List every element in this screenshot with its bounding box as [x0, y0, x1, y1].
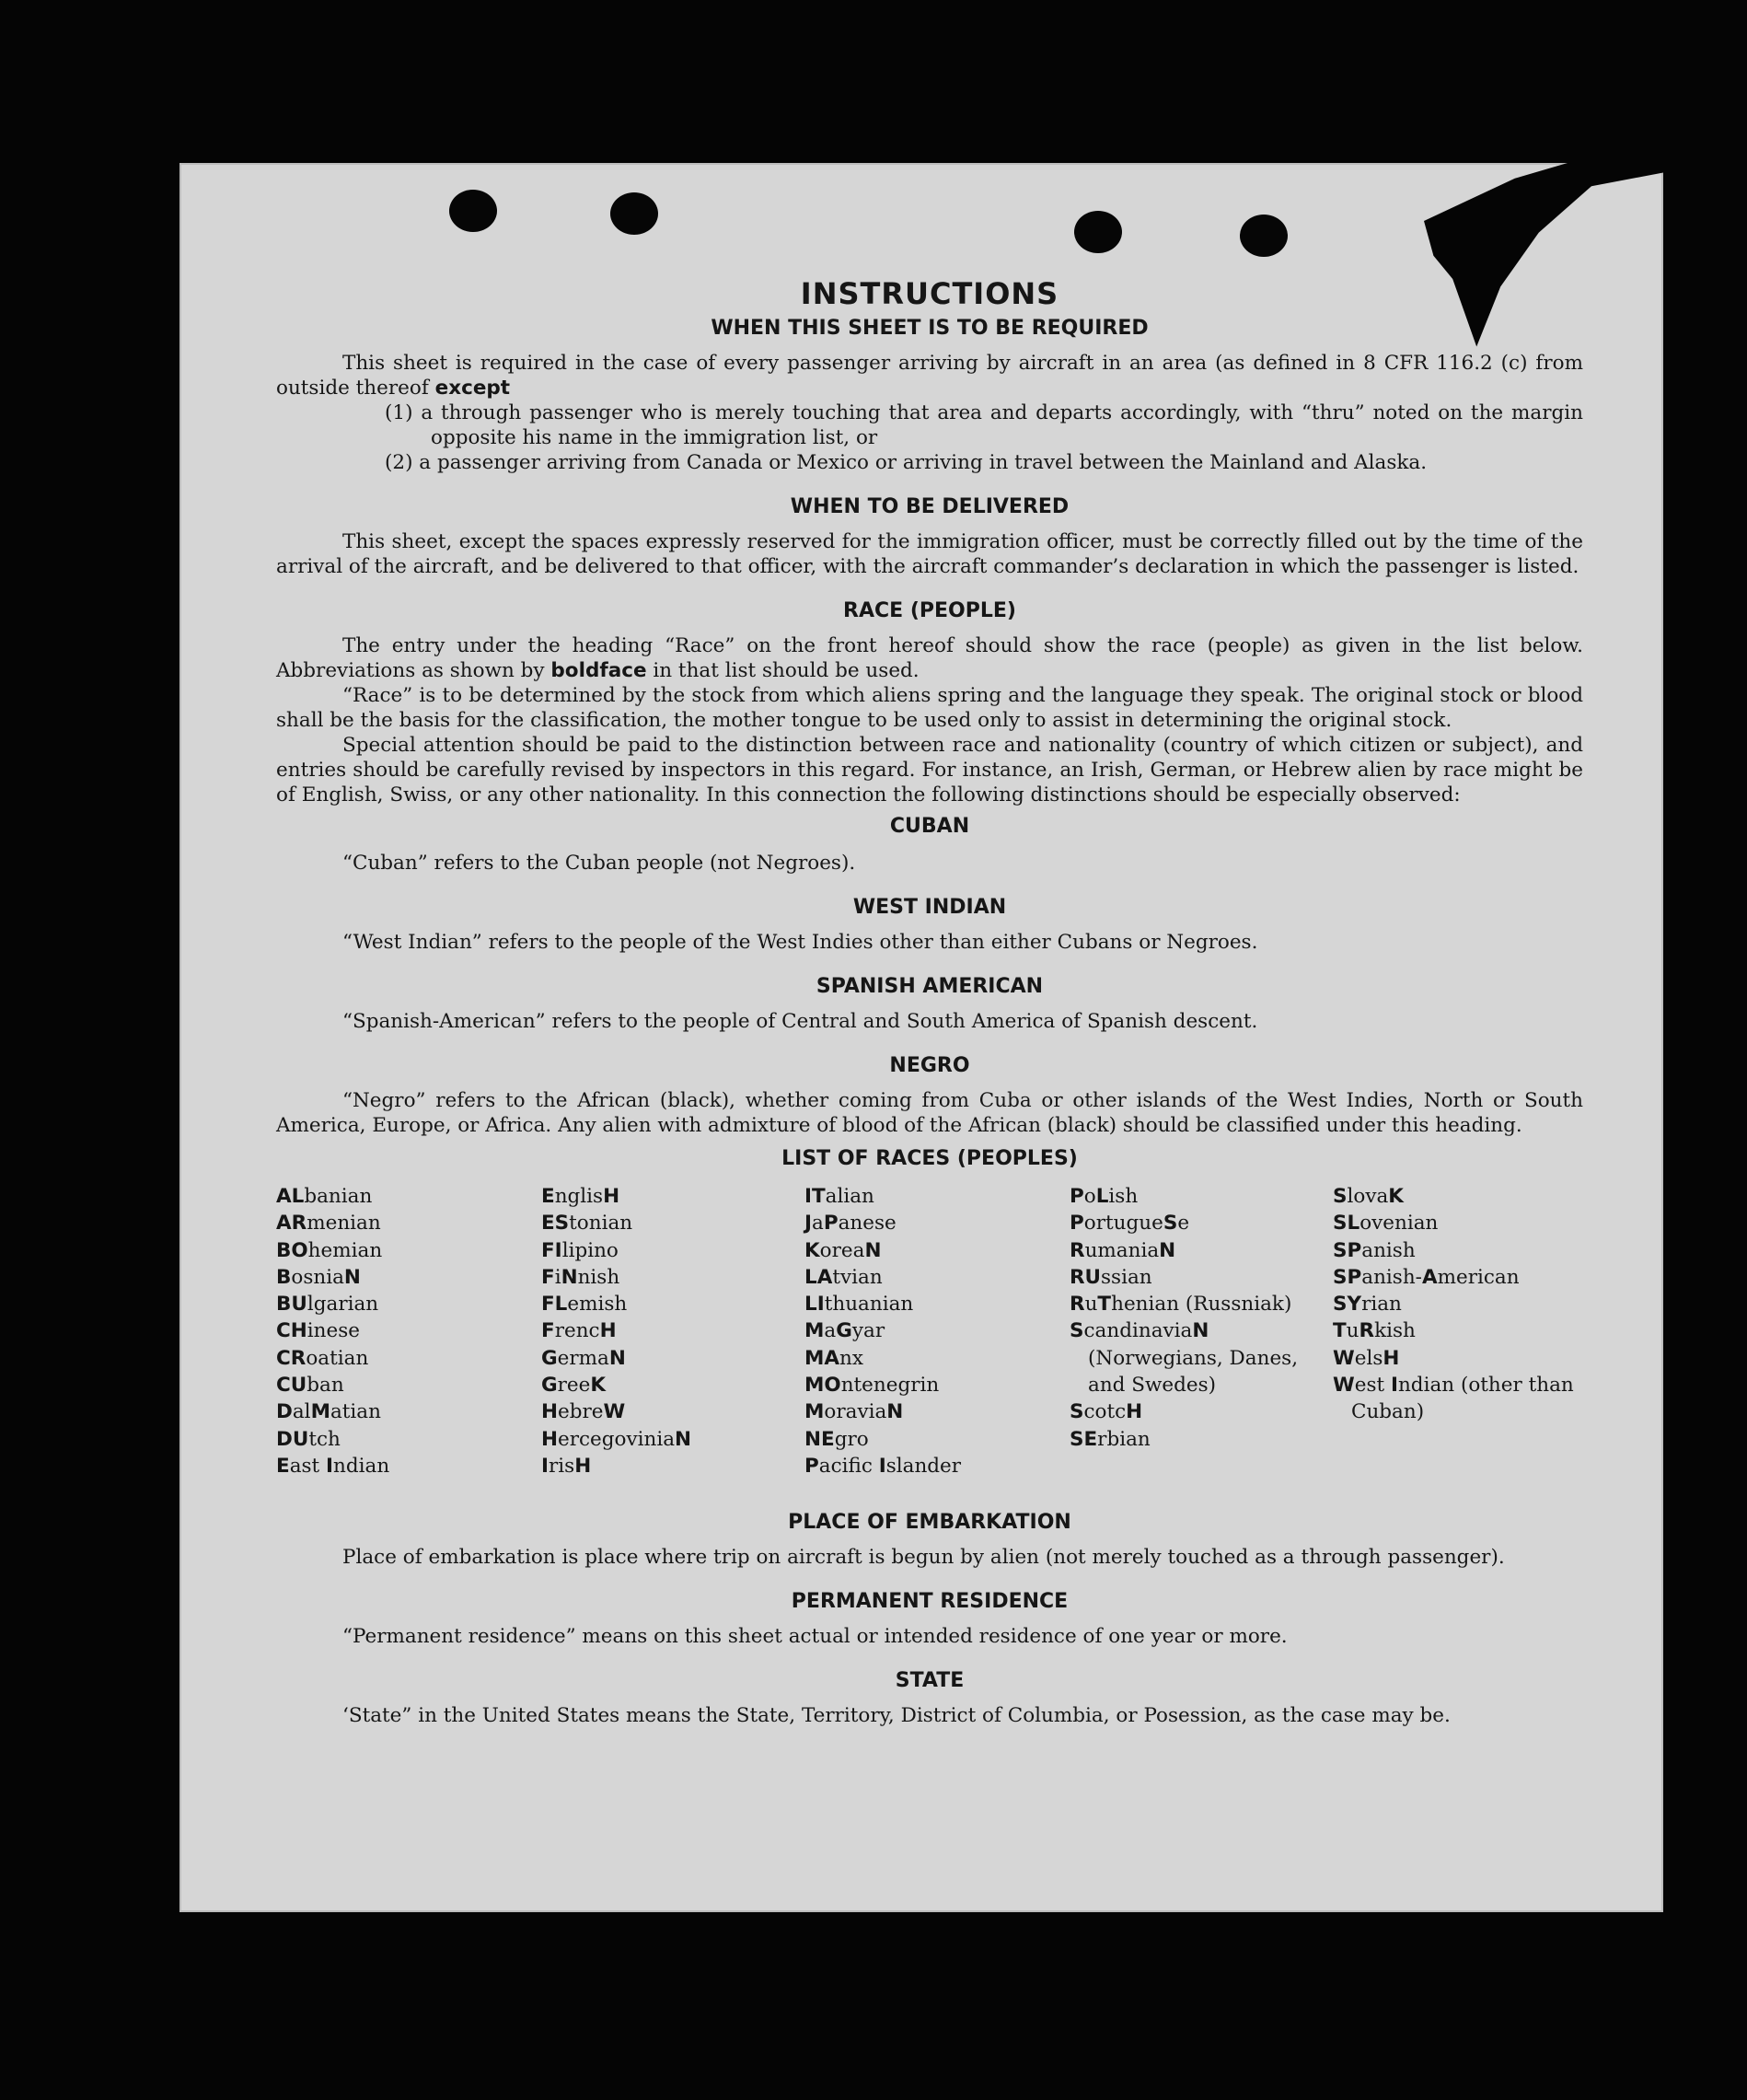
race-text-part: orea: [819, 1238, 865, 1262]
race-abbrev-part: CU: [276, 1374, 307, 1398]
page-title: INSTRUCTIONS: [800, 276, 1059, 311]
race-paragraph-1: The entry under the heading “Race” on the front hereof should show the race (people) as given in the list below. Abbreviations as shown by boldface in that list should be used.: [276, 634, 1583, 682]
race-entry: [804, 1210, 1070, 1236]
race-text-part: ovenian: [1359, 1212, 1439, 1236]
races-list: [276, 1183, 1583, 1479]
race-text-part: menian: [307, 1212, 381, 1236]
race-entry: [541, 1426, 804, 1453]
race-text-part: anish: [1361, 1238, 1416, 1262]
race-abbrev-part: K: [590, 1374, 607, 1398]
race-entry: [541, 1453, 804, 1479]
heading-west-indian: WEST INDIAN: [852, 896, 1007, 919]
race-abbrev-part: E: [541, 1185, 555, 1208]
race-text-part: merican: [1437, 1265, 1520, 1289]
race-text-part: thuanian: [824, 1293, 914, 1317]
race-abbrev-part: H: [603, 1185, 620, 1208]
race-entry: [276, 1291, 541, 1317]
delivered-text: This sheet, except the spaces expressly reserved for the immigration officer, must be correctly filled out by the time of the arrival of the aircraft, and be delivered to that officer, with the aircraft commander’s declaration in which the passenger is listed.: [276, 530, 1583, 578]
race-abbrev-part: N: [343, 1265, 361, 1289]
race-abbrev-part: RU: [1070, 1265, 1102, 1289]
heading-place-of-embarkation: PLACE OF EMBARKATION: [788, 1511, 1071, 1535]
race-abbrev-part: LA: [804, 1265, 833, 1289]
race-entry: [541, 1345, 804, 1372]
race-abbrev-part: H: [541, 1427, 558, 1451]
race-entry: [541, 1264, 804, 1291]
race-text-part: a: [824, 1319, 837, 1343]
race-abbrev-part: N: [675, 1427, 692, 1451]
race-abbrev-part: N: [1159, 1238, 1176, 1262]
race-text-part: tonian: [569, 1212, 633, 1236]
race-abbrev-part: SP: [1333, 1265, 1362, 1289]
race-entry: [276, 1345, 541, 1372]
race-abbrev-part: K: [1388, 1185, 1404, 1208]
races-column: [276, 1183, 541, 1479]
race-paragraph-3: Special attention should be paid to the distinction between race and nationality (country of which citizen or subject), and entries should be carefully revised by inspectors in this regard. For instance, an Irish, German, or Hebrew alien by race might be of English, Swiss, or any other nationality. In this connection the following distinctions should be especially observed:: [276, 734, 1583, 806]
race-abbrev-part: H: [1383, 1346, 1400, 1370]
race-text-part: est: [1354, 1374, 1391, 1398]
race-entry: [804, 1237, 1070, 1264]
race-entry: [541, 1183, 804, 1210]
race-entry: [541, 1291, 804, 1317]
race-abbrev-part: BU: [276, 1293, 307, 1317]
race-entry: [1333, 1317, 1583, 1344]
race-entry: [276, 1398, 541, 1425]
race-abbrev-part: CR: [276, 1346, 307, 1370]
race-abbrev-part: SL: [1333, 1212, 1360, 1236]
race-abbrev-part: LI: [804, 1293, 825, 1317]
heading-spanish-american: SPANISH AMERICAN: [816, 975, 1044, 998]
race-text-part: yar: [851, 1319, 885, 1343]
race-abbrev-part: M: [804, 1319, 825, 1343]
race-abbrev-part: F: [541, 1265, 555, 1289]
race-abbrev-part: G: [836, 1319, 852, 1343]
race-abbrev-part: H: [599, 1319, 617, 1343]
race-abbrev-part: I: [878, 1454, 886, 1478]
heading-race: RACE (PEOPLE): [843, 599, 1016, 622]
required-intro: This sheet is required in the case of every passenger arriving by aircraft in an area (as defined in 8 CFR 116.2 (c) from outside thereof except: [276, 352, 1583, 400]
heading-negro: NEGRO: [889, 1054, 970, 1077]
race-entry: [804, 1291, 1070, 1317]
heading-list-of-races: LIST OF RACES (PEOPLES): [781, 1147, 1078, 1170]
race-abbrev-part: SY: [1333, 1293, 1362, 1317]
race-text-part: emish: [567, 1293, 628, 1317]
race-abbrev-part: W: [603, 1400, 626, 1424]
race-entry: [804, 1317, 1070, 1344]
negro-text: “Negro” refers to the African (black), whether coming from Cuba or other islands of the West Indies, North or South America, Europe, or Africa. Any alien with admixture of blood of the African (black) should be classified under this heading.: [276, 1089, 1583, 1137]
race-abbrev-part: H: [574, 1454, 592, 1478]
heading-permanent-residence: PERMANENT RESIDENCE: [791, 1590, 1069, 1614]
race-abbrev-part: R: [1070, 1238, 1085, 1262]
race-abbrev-part: AL: [276, 1185, 305, 1208]
race-abbrev-part: CH: [276, 1319, 307, 1343]
race-text-part: renc: [554, 1319, 600, 1343]
race-text-part: henian (Russniak): [1111, 1293, 1292, 1317]
race-entry: [276, 1372, 541, 1398]
race-text-part: oatian: [306, 1346, 369, 1370]
race-entry: [804, 1183, 1070, 1210]
spanish-american-text: “Spanish-American” refers to the people of Central and South America of Spanish descent.: [342, 1010, 1258, 1033]
race-entry: [804, 1264, 1070, 1291]
race-abbrev-part: AR: [276, 1212, 307, 1236]
punch-hole: [610, 192, 658, 235]
race-text-part: inese: [307, 1319, 360, 1343]
race-text-part: gro: [834, 1427, 869, 1451]
race-entry: [804, 1398, 1070, 1425]
race-text-part: oravia: [824, 1400, 887, 1424]
race-text-part: al: [292, 1400, 311, 1424]
race-abbrev-part: S: [1070, 1319, 1084, 1343]
race-entry: [804, 1453, 1070, 1479]
race-entry: [541, 1372, 804, 1398]
race-entry: [1333, 1345, 1583, 1372]
race-text-part: i: [554, 1265, 561, 1289]
race-text-part: osnia: [291, 1265, 344, 1289]
race-text-part: ban: [307, 1374, 344, 1398]
race-abbrev-part: H: [1126, 1400, 1143, 1424]
race-text-part: ndian: [333, 1454, 390, 1478]
race-abbrev-part: P: [804, 1454, 819, 1478]
punch-hole: [1240, 215, 1288, 257]
instructions-content: [276, 276, 1583, 1728]
race-entry: [276, 1426, 541, 1453]
race-abbrev-part: S: [1333, 1185, 1348, 1208]
race-entry: [276, 1183, 541, 1210]
race-entry: [1070, 1317, 1333, 1398]
race-abbrev-part: K: [804, 1238, 820, 1262]
race-text-part: tch: [308, 1427, 341, 1451]
race-entry: [1070, 1237, 1333, 1264]
race-abbrev-part: N: [561, 1265, 578, 1289]
race-entry: [276, 1317, 541, 1344]
race-abbrev-part: R: [1359, 1319, 1375, 1343]
race-abbrev-part: MO: [804, 1374, 841, 1398]
race-entry: [1333, 1372, 1583, 1426]
race-abbrev-part: G: [541, 1346, 558, 1370]
race-entry: [541, 1237, 804, 1264]
race-abbrev-part: BO: [276, 1238, 308, 1262]
race-abbrev-part: I: [326, 1454, 334, 1478]
race-abbrev-part: S: [1163, 1212, 1178, 1236]
race-text-part: ortugue: [1083, 1212, 1163, 1236]
race-text-part: nish: [577, 1265, 620, 1289]
boldface-word: boldface: [550, 659, 647, 682]
race-abbrev-part: SE: [1070, 1427, 1098, 1451]
race-text-part: kish: [1374, 1319, 1416, 1343]
race-text-part: rian: [1361, 1293, 1402, 1317]
race-abbrev-part: I: [1390, 1374, 1398, 1398]
race-text-part: tvian: [832, 1265, 883, 1289]
race-entry: [541, 1210, 804, 1236]
race-abbrev-part: S: [1070, 1400, 1084, 1424]
race-text-part: a: [812, 1212, 824, 1236]
race-entry: [276, 1453, 541, 1479]
race-abbrev-part: T: [1333, 1319, 1347, 1343]
heading-cuban: CUBAN: [889, 815, 970, 838]
race-abbrev-part: NE: [804, 1427, 835, 1451]
race-abbrev-part: P: [1070, 1212, 1084, 1236]
race-text-part: ast: [289, 1454, 327, 1478]
punch-hole: [449, 190, 497, 232]
race-entry: [1070, 1264, 1333, 1291]
race-text-part: nx: [839, 1346, 864, 1370]
race-text-part: lipino: [561, 1238, 619, 1262]
west-indian-text: “West Indian” refers to the people of the West Indies other than either Cubans or Negroes.: [342, 931, 1258, 954]
race-abbrev-part: ES: [541, 1212, 570, 1236]
race-text-part: ish: [1108, 1185, 1139, 1208]
race-abbrev-part: R: [1070, 1293, 1085, 1317]
race-text-part: umania: [1084, 1238, 1160, 1262]
race-abbrev-part: J: [804, 1212, 812, 1236]
race-abbrev-part: M: [804, 1400, 825, 1424]
race-entry: [1070, 1183, 1333, 1210]
race-entry: [541, 1398, 804, 1425]
race-abbrev-part: SP: [1333, 1238, 1362, 1262]
race-abbrev-part: N: [608, 1346, 626, 1370]
race-text-part: anish-: [1361, 1265, 1422, 1289]
race-abbrev-part: DU: [276, 1427, 309, 1451]
race-abbrev-part: H: [541, 1400, 558, 1424]
race-text-part: nglis: [554, 1185, 604, 1208]
race-abbrev-part: G: [541, 1374, 558, 1398]
race-text-part: candinavia: [1083, 1319, 1193, 1343]
heading-when-required: WHEN THIS SHEET IS TO BE REQUIRED: [711, 317, 1149, 340]
race-abbrev-part: D: [276, 1400, 293, 1424]
race-abbrev-part: M: [310, 1400, 330, 1424]
race-text-part: slander: [885, 1454, 962, 1478]
race-abbrev-part: F: [541, 1319, 555, 1343]
heading-state: STATE: [895, 1669, 965, 1693]
race-text-part: alian: [825, 1185, 874, 1208]
race-entry: [1070, 1210, 1333, 1236]
race-paragraph-2: “Race” is to be determined by the stock from which aliens spring and the language they speak. The original stock or blood shall be the basis for the classification, the mother tongue to be used only to assist in determining the original stock.: [276, 684, 1583, 732]
race-abbrev-part: W: [1333, 1374, 1355, 1398]
race-text-part: cotc: [1083, 1400, 1127, 1424]
race-text-part: u: [1346, 1319, 1359, 1343]
race-entry: [1070, 1291, 1333, 1317]
race-abbrev-part: MA: [804, 1346, 840, 1370]
required-item-1: (1) a through passenger who is merely touching that area and departs accordingly, with “thru” noted on the margin opposite his name in the immigration list, or: [385, 401, 1583, 449]
race-abbrev-part: T: [1097, 1293, 1112, 1317]
race-text-part: ndian (other than Cuban): [1351, 1374, 1574, 1424]
races-column: [1333, 1183, 1583, 1479]
race-entry: [276, 1237, 541, 1264]
race-entry: [804, 1426, 1070, 1453]
residence-text: “Permanent residence” means on this sheet actual or intended residence of one year or more.: [342, 1625, 1288, 1649]
race-text-part: u: [1084, 1293, 1098, 1317]
race-abbrev-part: W: [1333, 1346, 1355, 1370]
race-abbrev-part: N: [886, 1400, 904, 1424]
race-abbrev-part: N: [864, 1238, 882, 1262]
embarkation-text: Place of embarkation is place where trip on aircraft is begun by alien (not merely touched as a through passenger).: [342, 1546, 1505, 1570]
race-entry: [1070, 1398, 1333, 1425]
race-entry: [804, 1372, 1070, 1398]
race-entry: [1070, 1426, 1333, 1453]
race-abbrev-part: P: [1070, 1185, 1084, 1208]
race-abbrev-part: FL: [541, 1293, 568, 1317]
race-entry: [276, 1210, 541, 1236]
required-item-2: (2) a passenger arriving from Canada or Mexico or arriving in travel between the Mainland and Alaska.: [385, 451, 1428, 474]
race-entry: [1333, 1210, 1583, 1236]
race-text-part: atian: [330, 1400, 381, 1424]
race-abbrev-part: IT: [804, 1185, 826, 1208]
race-text-part: ercegovinia: [558, 1427, 676, 1451]
race-text-part: (Norwegians, Danes, and Swedes): [1088, 1346, 1299, 1398]
races-column: [1070, 1183, 1333, 1479]
state-text: ‘State” in the United States means the State, Territory, District of Columbia, or Posession, as the case may be.: [342, 1704, 1451, 1728]
races-column: [804, 1183, 1070, 1479]
race-entry: [541, 1317, 804, 1344]
race-text-part: ntenegrin: [840, 1374, 940, 1398]
race-abbrev-part: B: [276, 1265, 292, 1289]
race-abbrev-part: N: [1192, 1319, 1209, 1343]
race-text-part: e: [1177, 1212, 1190, 1236]
race-abbrev-part: P: [823, 1212, 839, 1236]
race-text-part: ssian: [1101, 1265, 1152, 1289]
race-abbrev-part: E: [276, 1454, 290, 1478]
race-text-part: lgarian: [307, 1293, 379, 1317]
race-entry: [1333, 1183, 1583, 1210]
race-text-part: ree: [557, 1374, 591, 1398]
race-text-part: ris: [549, 1454, 575, 1478]
race-entry: [1333, 1291, 1583, 1317]
race-abbrev-part: FI: [541, 1238, 562, 1262]
race-entry: [1333, 1264, 1583, 1291]
except-bold: except: [434, 377, 511, 400]
punch-hole: [1074, 211, 1122, 253]
race-text-part: els: [1354, 1346, 1383, 1370]
cuban-text: “Cuban” refers to the Cuban people (not Negroes).: [342, 852, 856, 875]
race-text-part: rbian: [1097, 1427, 1151, 1451]
race-entry: [1333, 1237, 1583, 1264]
race-text-part: acific: [818, 1454, 879, 1478]
race-text-part: banian: [304, 1185, 373, 1208]
race-text-part: lova: [1347, 1185, 1389, 1208]
race-text-part: o: [1083, 1185, 1096, 1208]
heading-when-delivered: WHEN TO BE DELIVERED: [790, 495, 1070, 518]
race-text-part: erma: [557, 1346, 609, 1370]
race-abbrev-part: A: [1421, 1265, 1438, 1289]
race-text-part: anese: [838, 1212, 897, 1236]
race-entry: [804, 1345, 1070, 1372]
race-text-part: ebre: [558, 1400, 604, 1424]
race-text-part: hemian: [307, 1238, 383, 1262]
race-entry: [276, 1264, 541, 1291]
races-column: [541, 1183, 804, 1479]
race-abbrev-part: I: [541, 1454, 549, 1478]
race-abbrev-part: L: [1095, 1185, 1109, 1208]
